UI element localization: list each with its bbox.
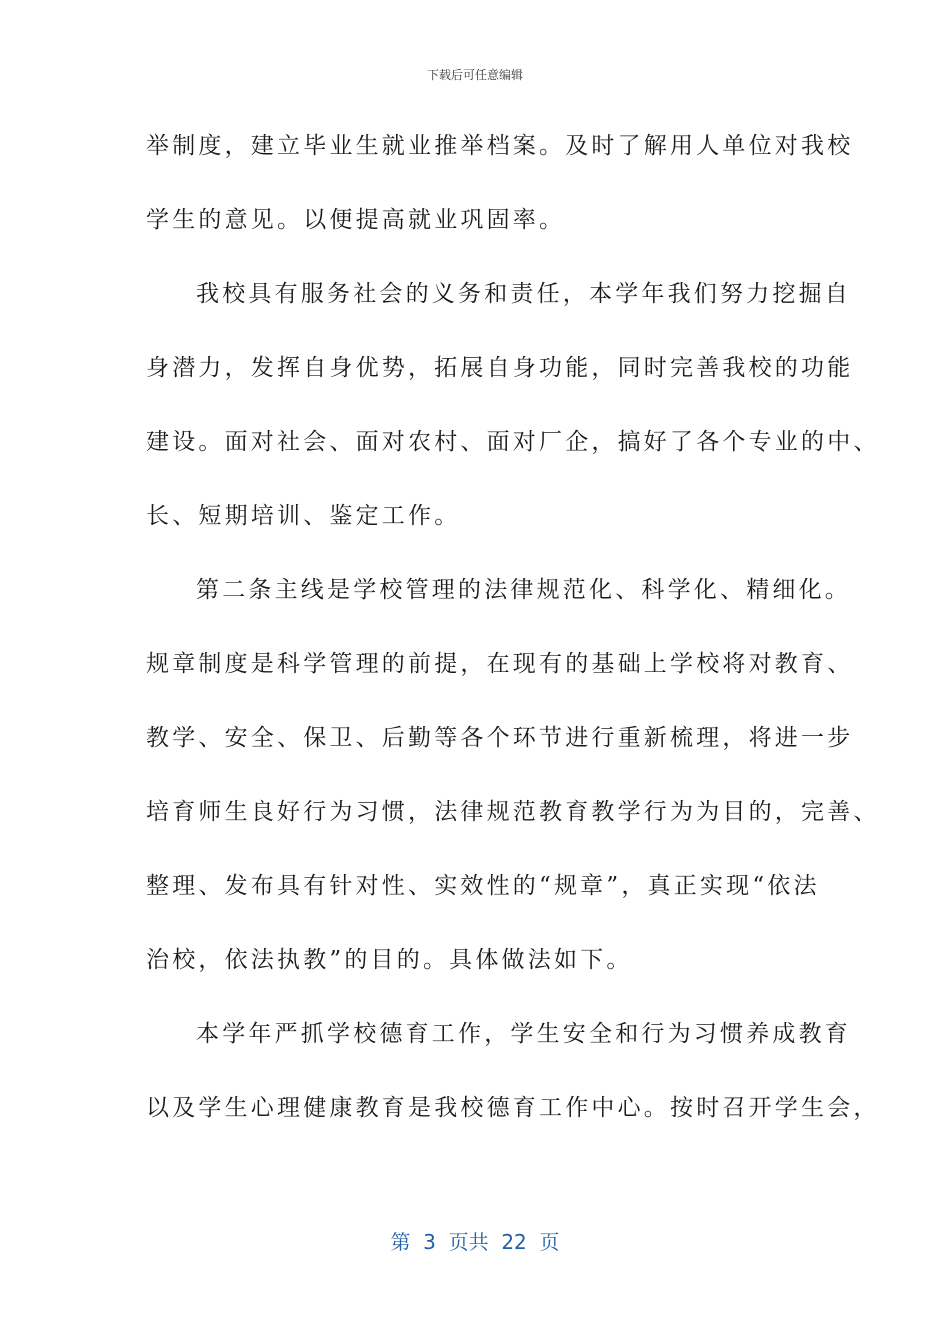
text-line: 规章制度是科学管理的前提，在现有的基础上学校将对教育、: [146, 651, 854, 677]
text-line: 学生的意见。以便提高就业巩固率。: [146, 207, 566, 233]
text-line: 培育师生良好行为习惯，法律规范教育教学行为为目的，完善、: [146, 799, 880, 825]
page-number-footer: 第 3 页共 22 页: [390, 1230, 560, 1254]
text-line: 以及学生心理健康教育是我校德育工作中心。按时召开学生会，: [146, 1095, 880, 1121]
document-body: [146, 126, 880, 1162]
text-line: 长、短期培训、鉴定工作。: [146, 503, 461, 529]
paragraph-start-line: 第二条主线是学校管理的法律规范化、科学化、精细化。: [196, 577, 851, 603]
paragraph-start-line: 本学年严抓学校德育工作，学生安全和行为习惯养成教育: [196, 1021, 851, 1047]
text-line: 整理、发布具有针对性、实效性的“规章”，真正实现“依法: [146, 873, 820, 899]
text-line: 建设。面对社会、面对农村、面对厂企，搞好了各个专业的中、: [146, 429, 880, 455]
text-line: 身潜力，发挥自身优势，拓展自身功能，同时完善我校的功能: [146, 355, 854, 381]
text-line: 举制度，建立毕业生就业推举档案。及时了解用人单位对我校: [146, 133, 854, 159]
paragraph-start-line: 我校具有服务社会的义务和责任，本学年我们努力挖掘自: [196, 281, 851, 307]
text-line: 教学、安全、保卫、后勤等各个环节进行重新梳理，将进一步: [146, 725, 854, 751]
page-header: 下载后可任意编辑: [426, 68, 523, 82]
text-line: 治校，依法执教”的目的。具体做法如下。: [146, 947, 633, 973]
